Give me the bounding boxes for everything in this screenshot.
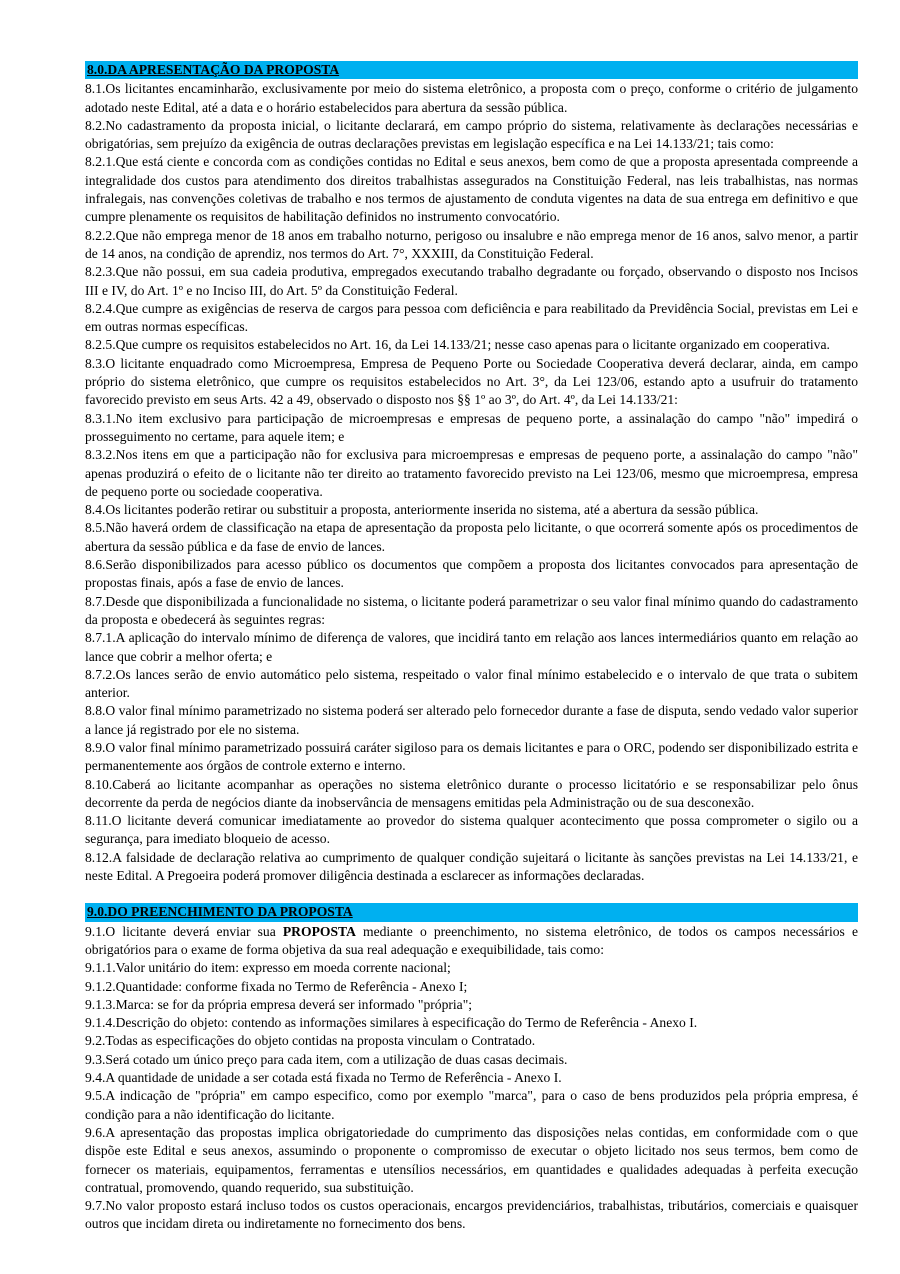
paragraph: 8.2.2.Que não emprega menor de 18 anos em trabalho noturno, perigoso ou insalubre e não emprega menor de 16 anos, salvo menor, a partir de 14 anos, na condição de aprendiz, nos termos do Art. 7°, XXXIII, da Constituição Federal.	[85, 227, 858, 261]
paragraph: 9.1.2.Quantidade: conforme fixada no Termo de Referência - Anexo I;	[85, 978, 468, 994]
paragraph: 9.7.No valor proposto estará incluso todos os custos operacionais, encargos previdenciários, trabalhistas, tributários, comerciais e quaisquer outros que incidam direta ou indiretamente no fornecimento dos bens.	[85, 1198, 858, 1232]
paragraph: 8.3.2.Nos itens em que a participação não for exclusiva para microempresas e empresas de pequeno porte, a assinalação do campo "não" apenas produzirá o efeito de o licitante não ter direito ao tratamento favorecido previsto na Lei 123/06, mesmo que microempresa, empresa de pequeno porte ou sociedade cooperativa.	[85, 447, 858, 499]
paragraph: 8.2.No cadastramento da proposta inicial, o licitante declarará, em campo próprio do sistema, relativamente às declarações necessárias e obrigatórias, sem prejuízo da exigência de outras declarações previstas em legislação específica e na Lei 14.133/21; tais como:	[85, 117, 858, 152]
paragraph: 9.2.Todas as especificações do objeto contidas na proposta vinculam o Contratado.	[85, 1033, 536, 1049]
paragraph: 8.2.3.Que não possui, em sua cadeia produtiva, empregados executando trabalho degradante ou forçado, observando o disposto nos Incisos III e IV, do Art. 1º e no Inciso III, do Art. 5º da Constituição Federal.	[85, 264, 858, 298]
paragraph: 8.1.Os licitantes encaminharão, exclusivamente por meio do sistema eletrônico, a proposta com o preço, conforme o critério de julgamento adotado neste Edital, até a data e o horário estabelecidos para abertura da sessão pública.	[85, 81, 858, 115]
paragraph: 8.2.1.Que está ciente e concorda com as condições contidas no Edital e seus anexos, bem como de que a proposta apresentada compreende a integralidade dos custos para atendimento dos direitos trabalhistas assegurados na Constituição Federal, nas leis trabalhistas, nas normas infralegais, nas convenções coletivas de trabalho e nos termos de ajustamento de conduta vigentes na data de sua entrega em definitivo e que cumpre plenamente os requisitos de habilitação definidos no instrumento convocatório.	[85, 154, 858, 225]
section	[85, 61, 858, 885]
paragraph: 8.7.1.A aplicação do intervalo mínimo de diferença de valores, que incidirá tanto em relação aos lances intermediários quanto em relação ao lance que cobrir a melhor oferta; e	[85, 630, 858, 664]
paragraph: 8.8.O valor final mínimo parametrizado no sistema poderá ser alterado pelo fornecedor durante a fase de disputa, sendo vedado valor superior a lance já registrado por ele no sistema.	[85, 703, 858, 737]
paragraph: 9.6.A apresentação das propostas implica obrigatoriedade do cumprimento das disposições nelas contidas, em conformidade com o que dispõe este Edital e seus anexos, assumindo o proponente o compromisso de executar o objeto licitado nos seus termos, bem como de fornecer os materiais, equipamentos, ferramentas e utensílios necessários, em quantidades e qualidades adequadas à perfeita execução contratual, promovendo, quando requerido, sua substituição.	[85, 1124, 858, 1195]
section-header: 9.0.DO PREENCHIMENTO DA PROPOSTA	[85, 903, 858, 921]
paragraph: 8.5.Não haverá ordem de classificação na etapa de apresentação da proposta pelo licitante, o que ocorrerá somente após os procedimentos de abertura da sessão pública e da fase de envio de lances.	[85, 520, 858, 554]
paragraph: 9.1.4.Descrição do objeto: contendo as informações similares à especificação do Termo de Referência - Anexo I.	[85, 1015, 698, 1031]
paragraph: 8.6.Serão disponibilizados para acesso público os documentos que compõem a proposta dos licitantes convocados para apresentação de propostas finais, após a fase de envio de lances.	[85, 557, 858, 591]
paragraph: 9.3.Será cotado um único preço para cada item, com a utilização de duas casas decimais.	[85, 1051, 568, 1067]
paragraph: 8.4.Os licitantes poderão retirar ou substituir a proposta, anteriormente inserida no sistema, até a abertura da sessão pública.	[85, 502, 759, 518]
section-header: 8.0.DA APRESENTAÇÃO DA PROPOSTA	[85, 61, 858, 79]
paragraph: 8.2.5.Que cumpre os requisitos estabelecidos no Art. 16, da Lei 14.133/21; nesse caso apenas para o licitante organizado em cooperativa.	[85, 337, 830, 353]
section	[85, 903, 858, 1233]
paragraph: 8.3.1.No item exclusivo para participação de microempresas e empresas de pequeno porte, a assinalação do campo "não" impedirá o prosseguimento no certame, para aquele item; e	[85, 410, 858, 444]
text-run: 9.1.O licitante deverá enviar sua	[85, 923, 283, 939]
paragraph: 8.9.O valor final mínimo parametrizado possuirá caráter sigiloso para os demais licitantes e para o ORC, podendo ser disponibilizado estrita e permanentemente aos órgãos de controle externo e interno.	[85, 739, 858, 774]
paragraph: 8.7.Desde que disponibilizada a funcionalidade no sistema, o licitante poderá parametrizar o seu valor final mínimo quando do cadastramento da proposta e obedecerá às seguintes regras:	[85, 593, 858, 627]
paragraph: 8.12.A falsidade de declaração relativa ao cumprimento de qualquer condição sujeitará o licitante às sanções previstas na Lei 14.133/21, e neste Edital. A Pregoeira poderá promover diligência destinada a esclarecer as informações declaradas.	[85, 849, 858, 884]
paragraph: 8.2.4.Que cumpre as exigências de reserva de cargos para pessoa com deficiência e para reabilitado da Previdência Social, previstas em Lei e em outras normas específicas.	[85, 300, 858, 335]
paragraph: 9.4.A quantidade de unidade a ser cotada está fixada no Termo de Referência - Anexo I.	[85, 1070, 562, 1086]
paragraph: 8.7.2.Os lances serão de envio automático pelo sistema, respeitado o valor final mínimo estabelecido e o intervalo de que trata o subitem anterior.	[85, 666, 858, 701]
paragraph	[85, 923, 858, 960]
text-run: mediante o preenchimento, no sistema eletrônico, de todos os campos necessários e obrigatórios para o exame de forma objetiva da sua real adequação e exequibilidade, tais como:	[85, 923, 858, 957]
paragraph: 9.5.A indicação de "própria" em campo especifico, como por exemplo "marca", para o caso de bens produzidos pela própria empresa, é condição para a não identificação do licitante.	[85, 1088, 858, 1122]
paragraph: 8.10.Caberá ao licitante acompanhar as operações no sistema eletrônico durante o processo licitatório e se responsabilizar pelo ônus decorrente da perda de negócios diante da inobservância de mensagens emitidas pela Administração ou de sua desconexão.	[85, 776, 858, 810]
paragraph: 9.1.3.Marca: se for da própria empresa deverá ser informado "própria";	[85, 996, 473, 1012]
bold-text-run: PROPOSTA	[282, 923, 356, 939]
paragraph: 8.3.O licitante enquadrado como Microempresa, Empresa de Pequeno Porte ou Sociedade Cooperativa deverá declarar, ainda, em campo próprio do sistema eletrônico, que cumpre os requisitos estabelecidos no Art. 3°, da Lei 123/06, estando apto a usufruir do tratamento favorecido previsto em seus Arts. 42 a 49, observado o disposto nos §§ 1º ao 3º, do Art. 4º, da Lei 14.133/21:	[85, 355, 858, 408]
document-sections	[85, 61, 858, 1234]
paragraph: 8.11.O licitante deverá comunicar imediatamente ao provedor do sistema qualquer acontecimento que possa comprometer o sigilo ou a segurança, para imediato bloqueio de acesso.	[85, 813, 858, 847]
paragraph: 9.1.1.Valor unitário do item: expresso em moeda corrente nacional;	[85, 960, 451, 976]
